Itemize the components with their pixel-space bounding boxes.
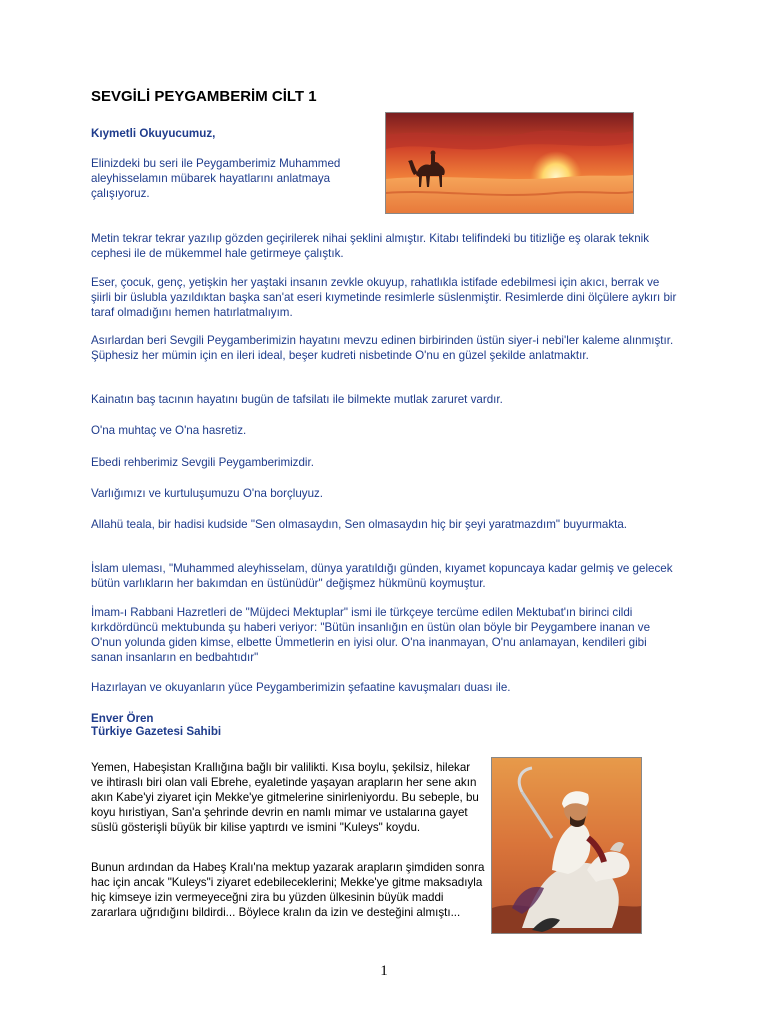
paragraph: Asırlardan beri Sevgili Peygamberimizin hayatını mevzu edinen birbirinden üstün siyer-i nebi'ler kaleme alınmıştır. Şüphesiz her mümin için en ileri ideal, beşer kudreti nisbetinde O'nu en güzel şekilde anlatmaktır. [91, 334, 674, 362]
paragraph: Kainatın baş tacının hayatını bugün de tafsilatı ile bilmekte mutlak zaruret vardır. [91, 393, 503, 406]
story-paragraph: Yemen, Habeşistan Krallığına bağlı bir valilikti. Kısa boylu, şekilsiz, hilekar ve ihtiraslı biri olan vali Ebrehe, eyaletinde yaşayan arapların her sene akın akın Kabe'yi ziyaret için Mekke'ye gitmelerine sinirleniyordu. Bu sebeple, bu koyu hıristiyan, San'a şehrinde devrin en namlı mimar ve ustalarına gayet süslü gösterişli büyük bir kilise yaptırdı ve ismini "Kuleys" koydu. [91, 761, 479, 834]
page-number: 1 [380, 963, 388, 979]
paragraph: O'na muhtaç ve O'na hasretiz. [91, 424, 247, 437]
paragraph: Eser, çocuk, genç, yetişkin her yaştaki insanın zevkle okuyup, rahatlıkla istifade edebilmesi için akıcı, berrak ve şiirli bir üslubla yazıldıktan başka san'at eseri kıymetinde resimlerle süslenmiştir. Resimlerde dini ölçülere aykırı bir taraf olmadığını hemen hatırlatmalıyım. [91, 276, 677, 319]
story-paragraph: Bunun ardından da Habeş Kralı'na mektup yazarak arapların şimdiden sonra hac için ancak "Kuleys"i ziyaret edebileceklerini; Mekke'ye gitme maksadıyla hiç kimseye izin vermeyeceğni zira bu yüzden ülkesinin büyük maddi zararlara uğrıdığını bildirdi... Böylece kralın da izin ve desteğini almıştı... [91, 861, 485, 919]
signature-name: Enver Ören [91, 712, 154, 725]
desert-camel-illustration [385, 112, 634, 214]
paragraph: İslam uleması, "Muhammed aleyhisselam, dünya yaratıldığı günden, kıyamet kopuncaya kadar gelmiş ve gelecek bütün varlıkların her bakımdan en üstünüdür" değişmez hükmünü koymuştur. [91, 562, 673, 590]
horseman-illustration [491, 757, 642, 934]
paragraph: Ebedi rehberimiz Sevgili Peygamberimizdir. [91, 456, 314, 469]
paragraph: Allahü teala, bir hadisi kudside "Sen olmasaydın, Sen olmasaydın hiç bir şeyi yaratmazdım" buyurmakta. [91, 518, 628, 531]
greeting: Kıymetli Okuyucumuz, [91, 127, 216, 140]
paragraph: Hazırlayan ve okuyanların yüce Peygamberimizin şefaatine kavuşmaları duası ile. [91, 681, 511, 694]
paragraph: Varlığımızı ve kurtuluşumuzu O'na borçluyuz. [91, 487, 324, 500]
paragraph: İmam-ı Rabbani Hazretleri de "Müjdeci Mektuplar" ismi ile türkçeye tercüme edilen Mektubat'ın birinci cildi kırkdördüncü mektubunda şu haberi veriyor: "Bütün insanlığın en üstün olan böyle bir Peygambere inanan ve O'nun yolunda giden kimse, elbette Ümmetlerin en iyisi olur. O'na inanmayan, O'nu anlamayan, kendileri gibi sanan insanların en bedbahtıdır" [91, 606, 651, 664]
paragraph: Elinizdeki bu seri ile Peygamberimiz Muhammed aleyhisselamın mübarek hayatlarını anlatmaya çalışıyoruz. [91, 157, 341, 200]
paragraph: Metin tekrar tekrar yazılıp gözden geçirilerek nihai şeklini almıştır. Kitabı telifindeki bu titizliğe eş olarak teknik cephesi ile de mükemmel hale getirmeye çalıştık. [91, 232, 650, 260]
signature-role: Türkiye Gazetesi Sahibi [91, 725, 222, 738]
page-title: SEVGİLİ PEYGAMBERİM CİLT 1 [91, 88, 317, 105]
